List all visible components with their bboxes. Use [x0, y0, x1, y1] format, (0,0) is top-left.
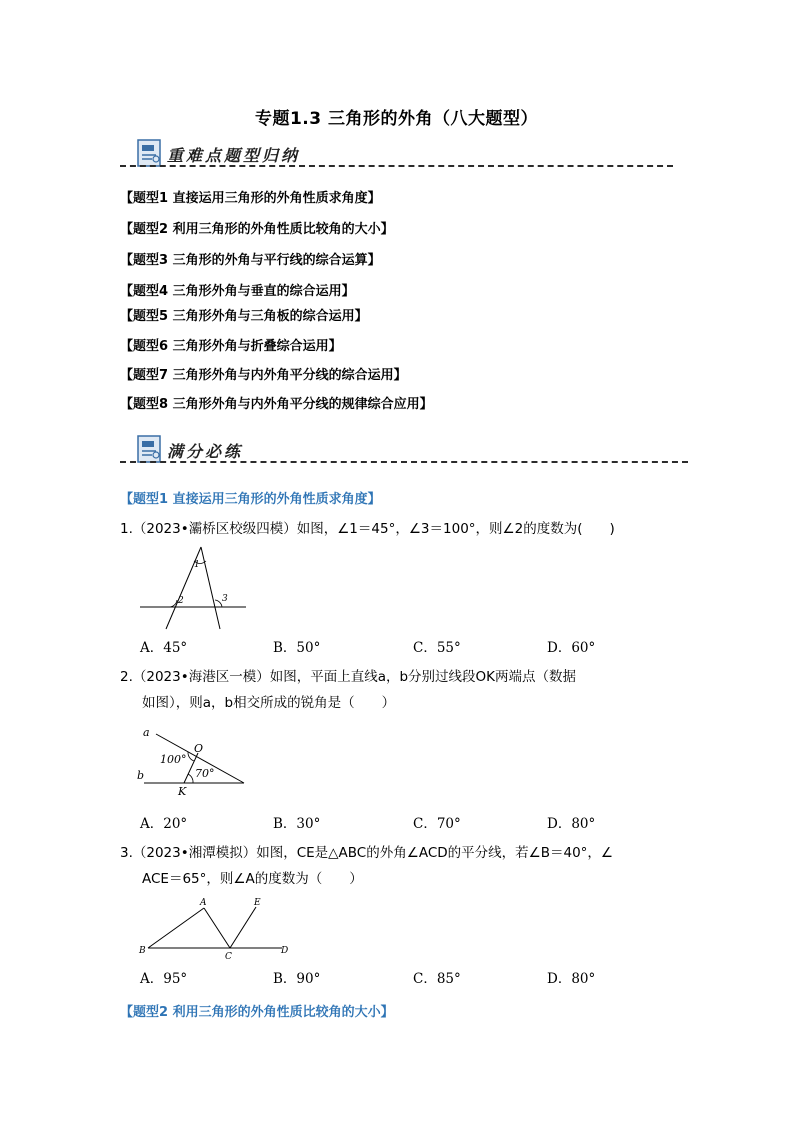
- section-header-key-types: [120, 138, 673, 172]
- figure-label: C: [225, 952, 232, 962]
- figure-label: a: [143, 726, 150, 739]
- page-title: 专题1.3 三角形的外角（八大题型）: [254, 109, 539, 129]
- figure-label: E: [254, 898, 261, 908]
- option-a[interactable]: A．45°: [140, 640, 188, 656]
- figure-label: 70°: [195, 767, 215, 780]
- question-1: [120, 516, 615, 542]
- figure-label: 100°: [160, 753, 187, 766]
- toc-item: 【题型8 三角形外角与内外角平分线的规律综合应用】: [120, 397, 433, 412]
- option-b[interactable]: B．90°: [273, 971, 321, 987]
- figure-label: O: [194, 742, 204, 755]
- figure-q1: [136, 545, 252, 633]
- figure-q2: [136, 725, 250, 801]
- figure-label: b: [137, 769, 145, 782]
- figure-q3: [136, 895, 296, 965]
- type-heading: 【题型1 直接运用三角形的外角性质求角度】: [120, 492, 381, 507]
- figure-label: 2: [178, 596, 184, 606]
- toc-item: 【题型4 三角形外角与垂直的综合运用】: [120, 284, 355, 299]
- figure-label: K: [178, 785, 187, 798]
- option-d[interactable]: D．80°: [547, 971, 596, 987]
- option-c[interactable]: C．85°: [413, 971, 461, 987]
- document-icon: [136, 434, 164, 464]
- question-text: 1.（2023•灞桥区校级四模）如图，∠1＝45°，∠3＝100°，则∠2的度数为( ): [120, 521, 615, 537]
- toc-item: 【题型1 直接运用三角形的外角性质求角度】: [120, 191, 381, 206]
- question-text: 2.（2023•海港区一模）如图，平面上直线a，b分别过线段OK两端点（数据: [120, 669, 577, 685]
- option-a[interactable]: A．20°: [140, 816, 188, 832]
- question-3: [120, 840, 613, 892]
- figure-label: 3: [222, 594, 228, 604]
- option-d[interactable]: D．80°: [547, 816, 596, 832]
- figure-label: B: [139, 946, 146, 956]
- toc-item: 【题型2 利用三角形的外角性质比较角的大小】: [120, 222, 394, 237]
- section-title: 满分必练: [167, 442, 244, 461]
- type-heading: 【题型2 利用三角形的外角性质比较角的大小】: [120, 1005, 394, 1020]
- dashed-divider: [120, 461, 688, 463]
- section-title: 重难点题型归纳: [167, 146, 301, 165]
- section-header-full-marks: [120, 434, 688, 468]
- document-icon: [136, 138, 164, 168]
- figure-label: 1: [194, 560, 200, 570]
- figure-label: A: [200, 898, 207, 908]
- toc-item: 【题型3 三角形的外角与平行线的综合运算】: [120, 253, 381, 268]
- question-text-cont: 如图），则a，b相交所成的锐角是（ ）: [142, 695, 396, 711]
- question-text-cont: ACE＝65°，则∠A的度数为（ ）: [142, 871, 363, 887]
- question-text: 3.（2023•湘潭模拟）如图，CE是△ABC的外角∠ACD的平分线，若∠B＝40°，∠: [120, 845, 614, 861]
- option-d[interactable]: D．60°: [547, 640, 596, 656]
- option-c[interactable]: C．70°: [413, 816, 461, 832]
- toc-item: 【题型6 三角形外角与折叠综合运用】: [120, 339, 342, 354]
- option-b[interactable]: B．30°: [273, 816, 321, 832]
- question-2: [120, 664, 576, 716]
- dashed-divider: [120, 165, 673, 167]
- toc-item: 【题型7 三角形外角与内外角平分线的综合运用】: [120, 368, 407, 383]
- option-c[interactable]: C．55°: [413, 640, 461, 656]
- toc-item: 【题型5 三角形外角与三角板的综合运用】: [120, 309, 368, 324]
- option-b[interactable]: B．50°: [273, 640, 321, 656]
- option-a[interactable]: A．95°: [140, 971, 188, 987]
- figure-label: D: [281, 946, 289, 956]
